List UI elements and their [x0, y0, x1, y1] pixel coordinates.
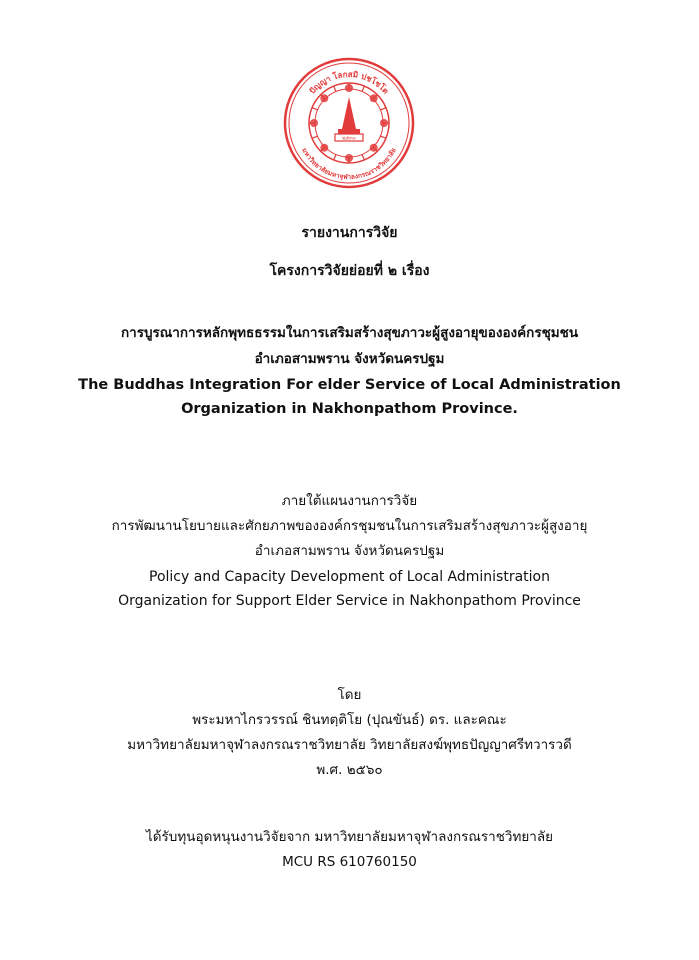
year: พ.ศ. ๒๕๖๐ [316, 762, 383, 778]
topic-thai-line-1: การบูรณาการหลักพุทธธรรมในการเสริมสร้างสุขภาวะผู้สูงอายุขององค์กรชุมชน [120, 325, 579, 341]
subproject-label: โครงการวิจัยย่อยที่ ๒ เรื่อง [269, 263, 430, 279]
topic-english-line-2: Organization in Nakhonpathom Province. [181, 401, 518, 417]
seal-motto: ปัญญา โลกสมิ ปชโชโต [307, 69, 391, 96]
funding-statement: ได้รับทุนอุดหนุนงานวิจัยจาก มหาวิทยาลัยมหาจุฬาลงกรณราชวิทยาลัย [145, 829, 554, 845]
university-seal-logo [283, 57, 415, 189]
report-title: รายงานการวิจัย [301, 225, 398, 241]
seal-university-name: มหาวิทยาลัยมหาจุฬาลงกรณราชวิทยาลัย [300, 146, 398, 182]
plan-thai-line-1: การพัฒนานโยบายและศักยภาพขององค์กรชุมชนในการเสริมสร้างสุขภาวะผู้สูงอายุ [111, 518, 588, 534]
authors: พระมหาไกรวรรณ์ ชินทตฺติโย (ปุณขันธ์) ดร. และคณะ [192, 712, 507, 728]
seal-inner-label: ๒๕๓๐ [342, 135, 356, 142]
by-label: โดย [337, 687, 362, 703]
plan-english-line-2: Organization for Support Elder Service in Nakhonpathom Province [118, 593, 581, 609]
plan-thai-line-2: อำเภอสามพราน จังหวัดนครปฐม [254, 543, 445, 559]
plan-label: ภายใต้แผนงานการวิจัย [281, 493, 418, 509]
affiliation: มหาวิทยาลัยมหาจุฬาลงกรณราชวิทยาลัย วิทยาลัยสงฆ์พุทธปัญญาศรีทวารวดี [127, 737, 572, 753]
plan-english-line-1: Policy and Capacity Development of Local Administration [149, 569, 550, 585]
research-code: MCU RS 610760150 [282, 854, 417, 870]
topic-english-line-1: The Buddhas Integration For elder Service of Local Administration [78, 377, 621, 393]
topic-thai-line-2: อำเภอสามพราน จังหวัดนครปฐม [254, 351, 445, 367]
